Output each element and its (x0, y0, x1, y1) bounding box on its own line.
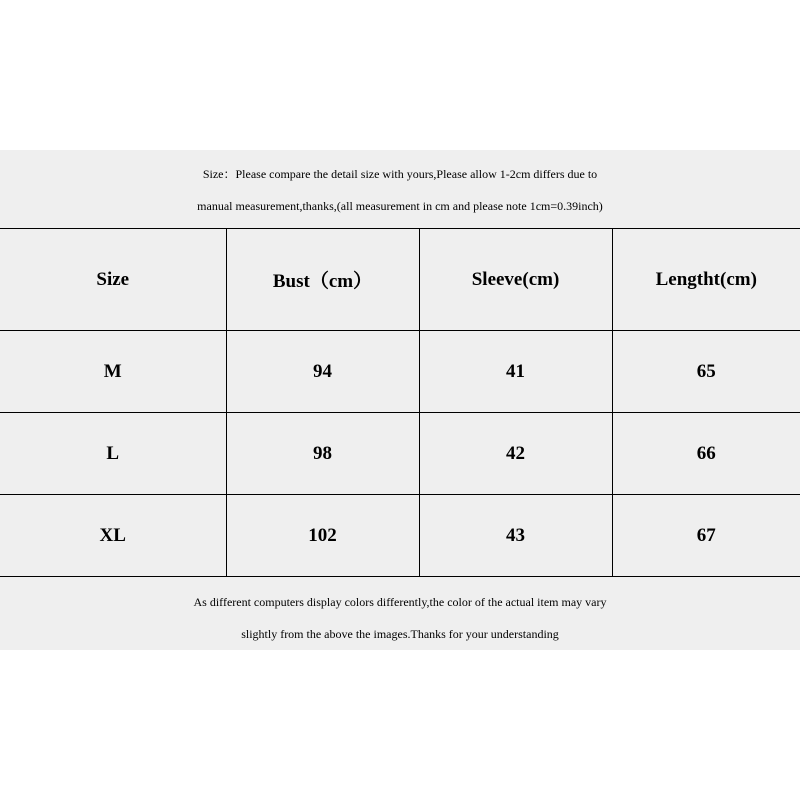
table-row (0, 413, 800, 495)
cell-bust: 94 (226, 331, 419, 413)
header-sleeve: Sleeve(cm) (419, 229, 612, 331)
size-instructions-line-2: manual measurement,thanks,(all measurement in cm and please note 1cm=0.39inch) (197, 199, 603, 213)
cell-length: 66 (612, 413, 800, 495)
color-disclaimer-line-1: As different computers display colors differently,the color of the actual item may vary (193, 595, 607, 609)
cell-size: M (0, 331, 226, 413)
header-length: Lengtht(cm) (612, 229, 800, 331)
table-row (0, 331, 800, 413)
cell-sleeve: 43 (419, 495, 612, 577)
size-instructions-line-1: Size：Please compare the detail size with yours,Please allow 1-2cm differs due to (202, 167, 598, 181)
size-table (0, 228, 800, 577)
table-header-row (0, 229, 800, 331)
cell-size: L (0, 413, 226, 495)
table-row (0, 495, 800, 577)
header-size: Size (0, 229, 226, 331)
cell-bust: 102 (226, 495, 419, 577)
color-disclaimer-line-2: slightly from the above the images.Thanks for your understanding (241, 627, 559, 641)
color-disclaimer-note (0, 586, 800, 650)
cell-size: XL (0, 495, 226, 577)
cell-bust: 98 (226, 413, 419, 495)
size-instructions-note (0, 158, 800, 222)
cell-sleeve: 41 (419, 331, 612, 413)
cell-length: 67 (612, 495, 800, 577)
cell-sleeve: 42 (419, 413, 612, 495)
header-bust: Bust（cm） (226, 229, 419, 331)
cell-length: 65 (612, 331, 800, 413)
